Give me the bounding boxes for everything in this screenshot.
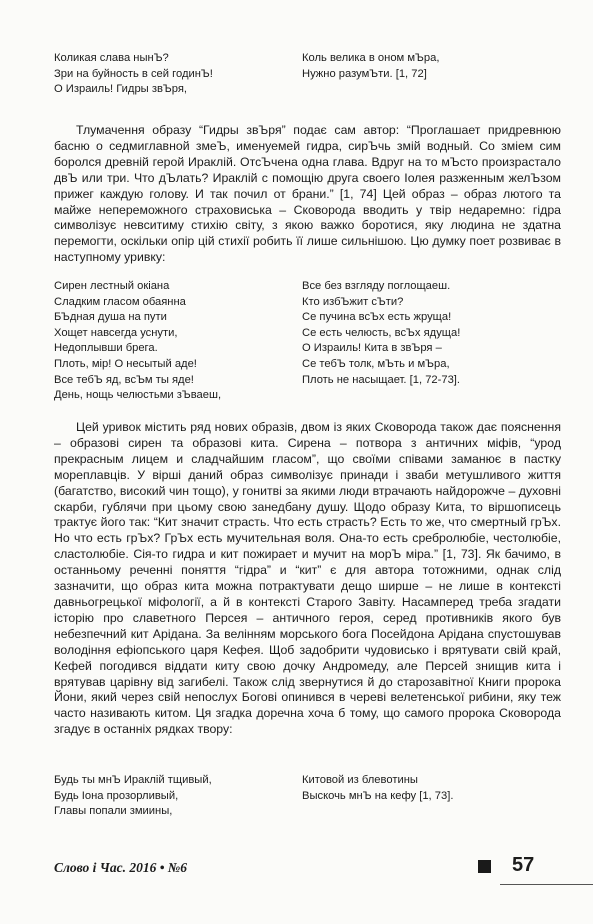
verse-line: Недоплывши брега.	[54, 342, 158, 355]
page-footer	[0, 848, 593, 888]
verse-line: Коликая слава нынЪ?	[54, 52, 169, 64]
page-number: 57	[512, 854, 535, 876]
verse-line: О Израиль! Кита в звЪря –	[302, 342, 442, 355]
verse-line: Все тебЪ яд, всЪм ты яде!	[54, 373, 194, 386]
verse-line: Нужно разумЪти. [1, 72]	[302, 67, 427, 80]
verse-line: Хощет навсегда уснути,	[54, 326, 178, 339]
verse-line: О Израиль! Гидры звЪря,	[54, 83, 188, 96]
black-square-icon	[478, 860, 491, 873]
verse-line: Се тебЪ толк, мЪть и мЪра,	[302, 357, 450, 370]
verse-line: Все без взгляду поглощаеш.	[302, 280, 451, 292]
paragraph-1: Тлумачення образу “Гидры звЪря” подає сам автор: “Проглашает придревнюю басню о седмиглавной змеЪ, именуемей гидра, сирЪчь змій водный. Со зміем сим боролся древній герой Ираклій. ОтсЪчена одна глава. Вдруг на то мЪсто произрастало двЪ или три. Что дЪлать? Ираклій с помощію друга своего Іолея разженным желЪзом прижег каждую голову. И так почил от брани.” [1, 74] Цей образ – образ лютого та майже непереможного страховиська – Сковорода вводить у твір недаремно: гідра символізує невситиму стихію світу, з якою важко боротися, яку людина не здатна перемогти, оскільки опір цій стихії робить її лише сильнішою. Цю думку поет розвиває в наступному уривку:	[54, 123, 561, 265]
verse-line: БЪдная душа на пути	[54, 311, 167, 324]
verse-block-2	[54, 279, 561, 407]
verse-line: Выскочь мнЪ на кефу [1, 73].	[302, 789, 454, 802]
verse-column-left	[54, 279, 221, 404]
verse-line: Будь ты мнЪ Ираклій тщивый,	[54, 774, 212, 786]
verse-line: Зри на буйность в сей годинЪ!	[54, 67, 213, 80]
verse-block-1	[54, 51, 561, 101]
verse-line: Се есть челюсть, всЪх ядуща!	[302, 326, 461, 339]
verse-block-3	[54, 773, 561, 823]
verse-line: Будь Іона прозорливый,	[54, 789, 179, 802]
verse-line: Кто избЪжит сЪти?	[302, 295, 404, 308]
verse-column-left	[54, 51, 213, 98]
verse-column-left	[54, 773, 212, 820]
footer-rule	[500, 884, 593, 885]
paragraph-2: Цей уривок містить ряд нових образів, двом із яких Сковорода також дає пояснення – образові сирен та образові кита. Сирена – потвора з античних міфів, “урод прекрасным лицем и сладчайшим гласом”, що своїми співами заманює в пастку мореплавців. У вірші даний образ символізує принади і зваби метушливого життя (багатство, високий чин тощо), у гонитві за якими люди втрачають найдорожче – духовні скарби, гублячи при цьому свою занедбану душу. Щодо образу Кита, то віршописець трактує його так: “Кит значит страсть. Что есть страсть? Есть то же, что смертный грЪх. Но что есть грЪх? ГрЪх есть мучительная воля. Она-то есть сребролюбіе, честолюбіе, сластолюбіе. Сія-то гидра и кит пожирает и мучит на морЪ міра.” [1, 73]. Як бачимо, в останньому реченні поняття “гідра” и “кит” є для автора тотожними, однак слід зазначити, що образ кита можна потрактувати дещо ширше – не лише в контексті давньогрецької міфології, а й в контексті Старого Завіту. Насамперед треба згадати історію про славетного Персея – античного героя, серед противників якого був небезпечний кит Арідана. За велінням морського бога Посейдона Арідана спустошував володіння ефіопського царя Кефея. Щоб задобрити чудовисько і врятувати свій край, Кефей погодився віддати киту свою дочку Андромеду, але Персей знищив кита і врятував царівну від загибелі. Також слід звернутися й до старозавітної Книги пророка Йони, який через свій непослух Богові опинився в череві велетенської рибини, яку теж часто називають китом. Ця згадка доречна хоча б тому, що самого пророка Сковорода згадує в останніх рядках твору:	[54, 420, 561, 737]
verse-line: День, нощь челюстьми зЪваеш,	[54, 389, 222, 402]
verse-line: Плоть не насыщает. [1, 72-73].	[302, 373, 461, 386]
verse-line: Сладким гласом обаянна	[54, 295, 186, 308]
journal-title: Слово і Час. 2016 • №6	[54, 860, 187, 875]
verse-line: Се пучина всЪх есть жруща!	[302, 311, 452, 324]
verse-column-right	[302, 279, 460, 388]
verse-line: Коль велика в оном мЪра,	[302, 52, 440, 64]
verse-line: Плоть, мір! О несытый аде!	[54, 357, 197, 370]
verse-line: Главы попали змиины,	[54, 805, 173, 818]
verse-line: Сирен лестный окіана	[54, 280, 170, 292]
verse-line: Китовой из блевотины	[302, 774, 418, 786]
verse-column-right	[302, 773, 453, 804]
verse-column-right	[302, 51, 439, 82]
